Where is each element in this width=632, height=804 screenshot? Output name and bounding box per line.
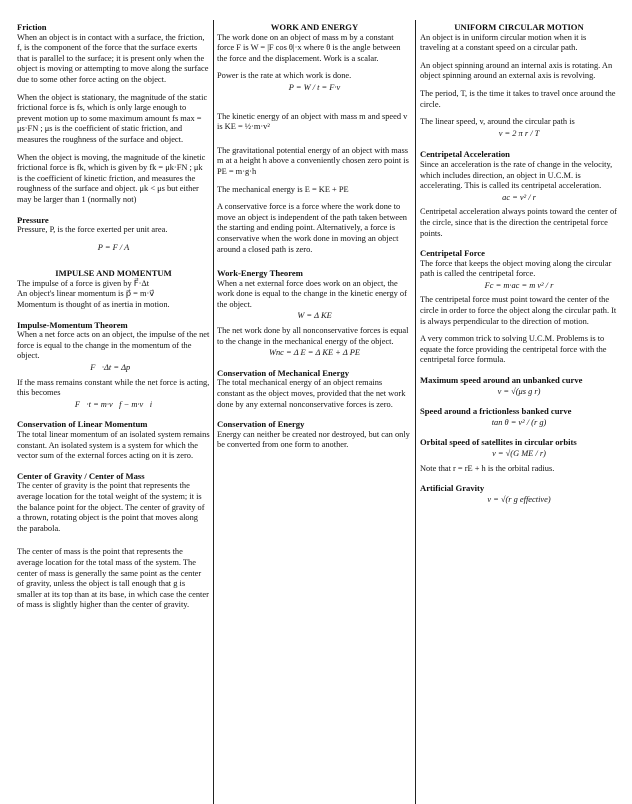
section-title: Work-Energy Theorem <box>217 268 303 279</box>
section-title: Maximum speed around an unbanked curve <box>420 375 583 386</box>
paragraph: An object spinning around an internal axis is rotating. An object spinning around an external axis is revolving. <box>420 60 613 81</box>
section-title: IMPULSE AND MOMENTUM <box>55 268 172 279</box>
section-title: Impulse-Momentum Theorem <box>17 319 128 330</box>
paragraph: The kinetic energy of an object with mass m and speed v is KE = ½·m·v² <box>217 111 408 132</box>
equation: v = √(G ME / r) <box>492 449 546 458</box>
paragraph: Since an acceleration is the rate of change in the velocity, which includes direction, an object in U.C.M. is accelerating. This is called its centripetal acceleration. <box>420 159 613 191</box>
paragraph: When the object is stationary, the magnitude of the static frictional force is fs, which is only large enough to prevent motion up to some maximum amount fs max = μs·FN ; μs is the coefficient of static friction, and measures the roughness of the surface and object. <box>17 92 208 144</box>
paragraph: Pressure, P, is the force exerted per unit area. <box>17 225 168 235</box>
column-middle <box>217 22 412 460</box>
equation: v = √(μs g r) <box>497 386 541 396</box>
equation: P = W / t = F·v <box>288 82 341 92</box>
impulse-theorem-section <box>17 320 210 411</box>
equation: Fc = m·ac = m v² / r <box>484 280 554 290</box>
equation: W = Δ KE <box>297 311 332 321</box>
paragraph: An object is in uniform circular motion when it is traveling at a constant speed on a circular path. <box>420 32 587 53</box>
equation: ac = v² / r <box>502 192 536 202</box>
section-title: Conservation of Mechanical Energy <box>217 367 349 378</box>
column-left <box>17 22 210 620</box>
energy-conservation-section <box>217 419 412 451</box>
momentum-conservation-section <box>17 419 210 461</box>
section-title: Conservation of Linear Momentum <box>17 419 148 430</box>
paragraph: A conservative force is a force where the work done to move an object is independent of the path taken between the starting and ending point. Alternatively, a force is conservative when the work done in moving an object around a closed path is zero. <box>217 202 407 254</box>
equation: tan θ = v² / (r g) <box>491 417 547 427</box>
paragraph: The period, T, is the time it takes to travel once around the circle. <box>420 88 616 109</box>
paragraph: The centripetal force must point toward the center of the circle in order to force the object along the circular path. It is always perpendicular to the direction of motion. <box>420 295 617 326</box>
section-title: Conservation of Energy <box>217 419 305 430</box>
banked-curve-section <box>420 406 618 428</box>
section-title: Centripetal Force <box>420 248 485 259</box>
paragraph: Note that r = rE + h is the orbital radius. <box>420 463 555 473</box>
paragraph: The force that keeps the object moving along the circular path is called the centripetal force. <box>420 258 612 279</box>
equation: F⃗·Δt = Δp⃗ <box>90 363 137 373</box>
max-speed-section <box>420 375 618 397</box>
section-title: Centripetal Acceleration <box>420 149 510 160</box>
column-divider <box>415 20 416 804</box>
paragraph: Energy can neither be created nor destroyed, but can only be converted from one form to another. <box>217 429 410 450</box>
paragraph: The net work done by all nonconservative forces is equal to the change in the mechanical energy of the object. <box>217 326 409 346</box>
centripetal-acceleration-section <box>420 149 618 239</box>
section-title: Pressure <box>17 214 49 225</box>
paragraph: If the mass remains constant while the net force is acting, this becomes <box>17 377 210 398</box>
paragraph: Centripetal acceleration always points toward the center of the circle, since that is the direction the centripetal force points. <box>420 207 617 238</box>
paragraph: The work done on an object of mass m by a constant force F is W = |F cos θ|·x where θ is the angle between the force and the displacement. Work is a scalar. <box>217 32 401 63</box>
paragraph: The linear speed, v, around the circular path is <box>420 117 575 127</box>
section-title: Center of Gravity / Center of Mass <box>17 470 145 481</box>
section-title: Speed around a frictionless banked curve <box>420 406 572 417</box>
paragraph: When a net external force does work on an object, the work done is equal to the change in the kinetic energy of the object. <box>217 278 407 309</box>
paragraph: When the object is moving, the magnitude of the kinetic frictional force is fk, which is given by fk = μk·FN ; μk is the coefficient of kinetic friction, and measures the roughness of the surface and object. μk < μs but either may be larger than 1 (normally not) <box>17 152 206 204</box>
center-of-gravity-section <box>17 471 210 611</box>
work-energy-theorem-section <box>217 268 412 359</box>
equation: v = 2 π r / T <box>498 128 540 138</box>
centripetal-force-section <box>420 248 618 366</box>
section-title: WORK AND ENERGY <box>270 22 359 32</box>
column-divider <box>213 20 214 804</box>
equation: v = √(r g effective) <box>487 494 551 504</box>
paragraph: The impulse of a force is given by F⃗·Δt <box>17 278 150 288</box>
paragraph: The gravitational potential energy of an object with mass m at a height h above a conveniently chosen zero point is PE = m·g·h <box>217 145 409 176</box>
section-title: Artificial Gravity <box>420 483 485 494</box>
paragraph: A very common trick to solving U.C.M. Problems is to equate the force providing the centripetal force with the centripetal force formula. <box>420 334 607 365</box>
paragraph: The center of gravity is the point that represents the average location for the total weight of the system; it is the balance point for the object. The center of gravity of a thrown, rotating object is the point that moves along the parabola. <box>17 481 205 533</box>
section-title: Friction <box>17 22 47 32</box>
equation: F⃗·t = m·v⃗f − m·v⃗i <box>74 399 153 409</box>
mechanical-energy-section <box>217 368 412 410</box>
column-right <box>420 22 618 514</box>
pressure-section <box>17 215 210 254</box>
paragraph: The mechanical energy is E = KE + PE <box>217 184 349 194</box>
paragraph: The center of mass is the point that represents the average location for the total mass of the system. The center of mass is generally the same point as the center of gravity, unless the object is tall enough that g is smaller at its top than at its base, in which case the center of mass is slightly higher than the center of gravity. <box>17 547 209 610</box>
paragraph: Momentum is thought of as inertia in motion. <box>17 300 170 310</box>
impulse-section <box>17 268 210 310</box>
equation: Wnc = Δ E = Δ KE + Δ PE <box>268 348 361 358</box>
equation: P = F / A <box>97 242 130 252</box>
paragraph: An object's linear momentum is p⃗ = m·v⃗ <box>17 289 155 299</box>
section-title: UNIFORM CIRCULAR MOTION <box>454 22 584 32</box>
paragraph: The total mechanical energy of an object remains constant as the object moves, provided that the net work done by any external nonconservative forces is zero. <box>217 378 406 409</box>
artificial-gravity-section <box>420 483 618 505</box>
paragraph: When an object is in contact with a surface, the friction, f, is the component of the force that the surface exerts that is parallel to the surface; it is present only when the object is moving or attempting to move along the surface due to some other force acting on the object. <box>17 32 209 84</box>
orbital-speed-section <box>420 437 618 474</box>
paragraph: The total linear momentum of an isolated system remains constant. An isolated system is a system for which the vector sum of the external forces acting on it is zero. <box>17 430 210 461</box>
section-title: Orbital speed of satellites in circular orbits <box>420 437 577 448</box>
paragraph: Power is the rate at which work is done. <box>217 71 352 81</box>
paragraph: When a net force acts on an object, the impulse of the net force is equal to the change in the momentum of the object. <box>17 330 210 361</box>
friction-section <box>17 22 210 206</box>
